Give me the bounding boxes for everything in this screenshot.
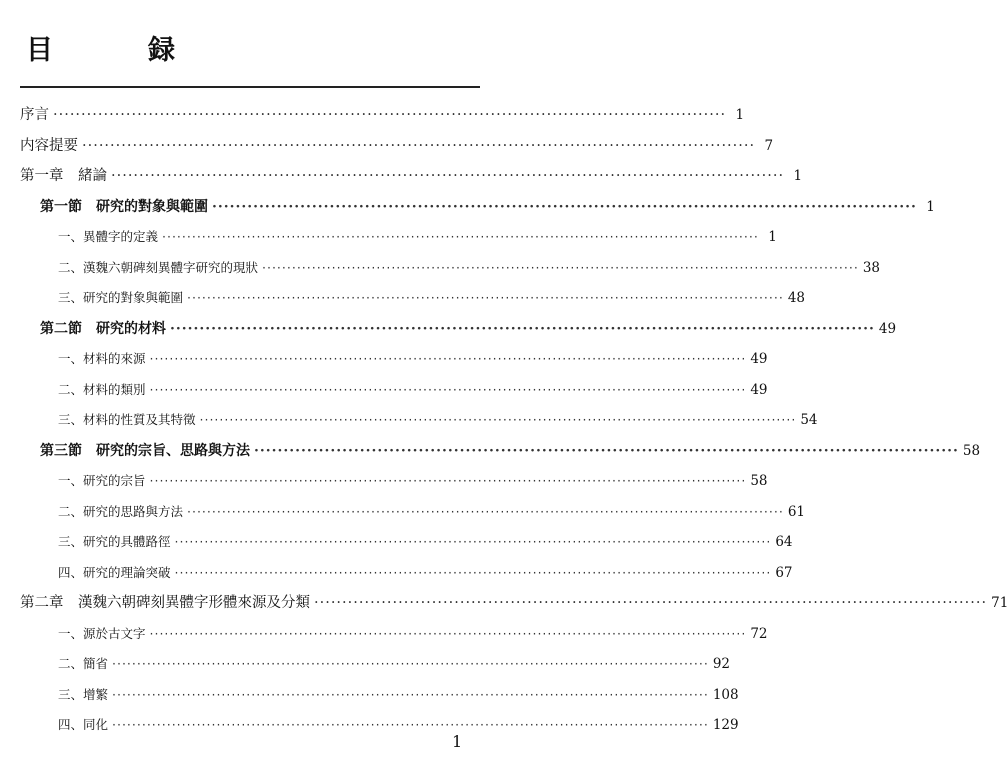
toc-subsection-entry [58,531,793,553]
toc-leader-dots: ························································································································ [112,686,709,702]
toc-leader-dots: ························································································································ [53,107,727,123]
toc-page-number: 54 [800,412,818,428]
toc-leader-dots: ························································································································ [149,473,747,488]
toc-entry-title: 二、簡省 [58,656,109,671]
toc-leader-dots: ························································································································ [149,351,747,366]
toc-subsection-entry [58,257,881,279]
toc-chapter-entry [20,104,745,126]
toc-entry-title: 三、材料的性質及其特徵 [58,412,196,427]
toc-leader-dots: ························································································································ [162,229,759,244]
toc-subsection-entry [58,684,739,706]
toc-page-number: 129 [712,717,739,733]
toc-leader-dots: ························································································································ [199,412,797,427]
toc-entry-title: 二、研究的思路與方法 [58,503,184,519]
toc-entry-title: 四、研究的理論突破 [58,564,171,580]
toc-page-number: 92 [712,656,731,672]
toc-page-number: 48 [787,290,806,306]
page-title: 目 録 [26,35,209,66]
toc-page-number: 49 [750,381,768,398]
toc-subsection-entry [58,226,777,248]
page-number: 1 [452,732,463,751]
toc-leader-dots: ························································································································ [112,717,709,732]
toc-entry-title: 三、增繁 [58,686,109,702]
toc-chapter-entry [20,592,1008,614]
toc-page-number: 1 [793,168,803,184]
toc-leader-dots: ························································································································ [149,381,747,397]
title-rule [20,86,480,88]
toc-entry-title: 第一章 緒論 [20,168,107,184]
toc-entry-title: 二、材料的類別 [58,381,146,397]
toc-entry-title: 一、材料的來源 [58,351,146,366]
toc-page-number: 1 [926,198,935,215]
toc-leader-dots: ························································································································ [212,198,917,215]
toc-page-number: 58 [750,473,768,489]
toc-entry-title: 三、研究的對象與範圍 [58,290,184,305]
toc-entry-title: 内容提要 [20,137,78,154]
toc-page-number: 1 [735,107,745,123]
toc-page-number: 72 [750,625,768,642]
toc-page-number: 67 [775,564,793,581]
toc-page-number: 1 [768,229,777,245]
toc-leader-dots: ························································································································ [174,564,772,580]
toc-subsection-entry [58,501,806,523]
toc-page-number: 71 [991,595,1008,611]
toc-entry-title: 一、研究的宗旨 [58,473,146,488]
toc-page-number: 49 [878,320,897,337]
toc-subsection-entry [58,623,768,645]
toc-entry-title: 第二章 漢魏六朝碑刻異體字形體來源及分類 [20,595,310,611]
toc-page-number: 108 [712,686,739,703]
toc-leader-dots: ························································································································ [149,625,747,641]
toc-leader-dots: ························································································································ [187,290,784,305]
toc-page-number: 7 [764,137,774,154]
toc-subsection-entry [58,714,739,736]
toc-entry-title: 一、源於古文字 [58,625,146,641]
toc-subsection-entry [58,562,793,584]
toc-page-number: 64 [775,534,793,550]
toc-entry-title: 第一節 研究的對象與範圍 [40,198,208,215]
toc-entry-title: 序言 [20,107,49,123]
toc-leader-dots: ························································································································ [111,168,785,184]
toc-subsection-entry [58,470,768,492]
toc-chapter-entry [20,165,803,187]
toc-leader-dots: ························································································································ [314,595,988,611]
toc-page-number: 49 [750,351,768,367]
toc-subsection-entry [58,348,768,370]
toc-leader-dots: ························································································································ [254,442,959,459]
toc-subsection-entry [58,409,818,431]
toc-page-number: 61 [787,503,806,520]
toc-section-entry [40,196,935,218]
toc-entry-title: 二、漢魏六朝碑刻異體字研究的現狀 [58,259,259,275]
toc-leader-dots: ························································································································ [174,534,772,549]
toc-leader-dots: ························································································································ [262,259,859,275]
toc-entry-title: 第二節 研究的材料 [40,320,166,337]
toc-leader-dots: ························································································································ [82,137,756,154]
toc-section-entry [40,318,897,340]
toc-section-entry [40,440,981,462]
toc-chapter-entry [20,135,774,157]
toc-entry-title: 四、同化 [58,717,109,732]
toc-entry-title: 一、異體字的定義 [58,229,159,244]
toc-leader-dots: ························································································································ [112,656,709,671]
toc-entry-title: 三、研究的具體路徑 [58,534,171,549]
toc-subsection-entry [58,287,806,309]
toc-subsection-entry [58,379,768,401]
toc-leader-dots: ························································································································ [170,320,875,337]
toc-entry-title: 第三節 研究的宗旨、思路與方法 [40,442,250,459]
toc-page-number: 58 [962,442,981,459]
toc-subsection-entry [58,653,731,675]
toc-leader-dots: ························································································································ [187,503,784,519]
toc-page-number: 38 [862,259,881,276]
